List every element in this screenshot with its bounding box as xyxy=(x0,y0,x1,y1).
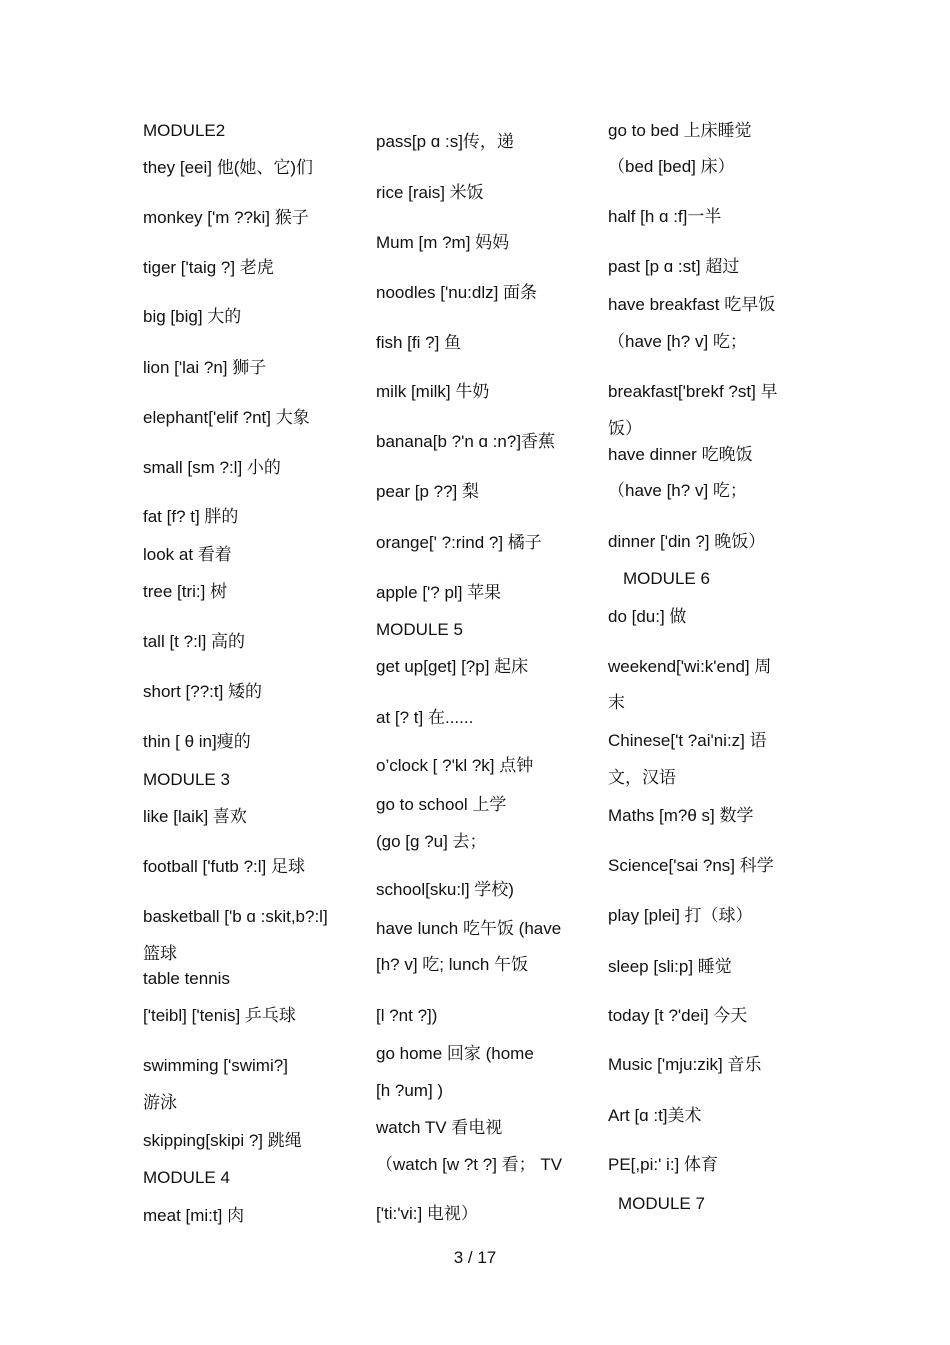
vocab-entry: Art [ɑ :t]美术 xyxy=(608,1106,702,1125)
vocab-entry: （bed [bed] 床） xyxy=(608,157,735,176)
vocab-entry: have lunch 吃午饭 (have xyxy=(376,919,562,938)
vocab-entry: [h ?um] ) xyxy=(376,1081,444,1100)
vocab-entry: school[sku:l] 学校) xyxy=(376,880,514,899)
vocab-entry: elephant['elif ?nt] 大象 xyxy=(143,408,310,427)
vocab-entry: swimming ['swimi?] xyxy=(143,1056,288,1075)
vocab-entry: short [??:t] 矮的 xyxy=(143,682,263,701)
vocab-entry: pass[p ɑ :s]传，递 xyxy=(376,132,514,151)
vocab-entry: have dinner 吃晚饭 xyxy=(608,445,753,464)
vocab-entry: go home 回家 (home xyxy=(376,1044,534,1063)
vocab-entry: skipping[skipi ?] 跳绳 xyxy=(143,1131,302,1150)
vocab-entry: Mum [m ?m] 妈妈 xyxy=(376,233,510,252)
module-heading: MODULE 3 xyxy=(143,770,230,789)
vocab-entry: banana[b ?'n ɑ :n?]香蕉 xyxy=(376,432,556,451)
vocab-entry: monkey ['m ??ki] 猴子 xyxy=(143,208,309,227)
vocab-entry: get up[get] [?p] 起床 xyxy=(376,657,529,676)
module-heading: MODULE 4 xyxy=(143,1168,230,1187)
vocab-entry: 篮球 xyxy=(143,944,177,963)
module-heading: MODULE 5 xyxy=(376,620,463,639)
vocab-entry: look at 看着 xyxy=(143,545,232,564)
vocab-entry: meat [mi:t] 肉 xyxy=(143,1206,245,1225)
vocab-entry: 饭） xyxy=(608,419,642,438)
vocab-entry: PE[,pi:' i:] 体育 xyxy=(608,1155,718,1174)
vocab-entry: basketball ['b ɑ :skit,b?:l] xyxy=(143,907,328,926)
module-heading: MODULE 7 xyxy=(618,1194,705,1213)
vocab-entry: milk [milk] 牛奶 xyxy=(376,382,490,401)
vocab-entry: table tennis xyxy=(143,969,230,988)
vocab-entry: （watch [w ?t ?] 看； TV xyxy=(376,1155,563,1174)
vocab-entry: 文，汉语 xyxy=(608,768,676,787)
vocab-entry: tall [t ?:l] 高的 xyxy=(143,632,246,651)
vocab-entry: past [p ɑ :st] 超过 xyxy=(608,257,740,276)
page-number: 3 / 17 xyxy=(453,1248,497,1267)
vocab-entry: breakfast['brekf ?st] 早 xyxy=(608,382,778,401)
vocab-entry: 游泳 xyxy=(143,1093,177,1112)
vocab-entry: apple ['? pl] 苹果 xyxy=(376,583,502,602)
vocab-entry: go to bed 上床睡觉 xyxy=(608,121,752,140)
vocab-entry: （have [h? v] 吃； xyxy=(608,481,747,500)
module-heading: MODULE2 xyxy=(143,121,226,140)
vocab-entry: ['ti:'vi:] 电视） xyxy=(376,1204,478,1223)
vocab-entry: lion ['lai ?n] 狮子 xyxy=(143,358,267,377)
vocab-entry: thin [ θ in]瘦的 xyxy=(143,732,251,751)
vocab-entry: big [big] 大的 xyxy=(143,307,242,326)
vocab-entry: 末 xyxy=(608,693,625,712)
vocab-entry: play [plei] 打（球） xyxy=(608,906,753,925)
vocab-entry: half [h ɑ :f]一半 xyxy=(608,207,722,226)
vocab-entry: o’clock [ ?'kl ?k] 点钟 xyxy=(376,756,534,775)
vocab-entry: have breakfast 吃早饭 xyxy=(608,295,776,314)
vocab-entry: football ['futb ?:l] 足球 xyxy=(143,857,305,876)
vocab-entry: sleep [sli:p] 睡觉 xyxy=(608,957,732,976)
vocab-entry: weekend['wi:k'end] 周 xyxy=(608,657,772,676)
vocab-entry: Chinese['t ?ai'ni:z] 语 xyxy=(608,731,767,750)
vocab-entry: Music ['mju:zik] 音乐 xyxy=(608,1055,762,1074)
vocab-entry: fat [f? t] 胖的 xyxy=(143,507,239,526)
module-heading: MODULE 6 xyxy=(623,569,710,588)
vocab-entry: pear [p ??] 梨 xyxy=(376,482,480,501)
vocab-entry: like [laik] 喜欢 xyxy=(143,807,247,826)
vocab-entry: tree [tri:] 树 xyxy=(143,582,228,601)
vocab-entry: ['teibl] ['tenis] 乒乓球 xyxy=(143,1006,296,1025)
vocab-entry: watch TV 看电视 xyxy=(376,1118,503,1137)
vocab-entry: [h? v] 吃; lunch 午饭 xyxy=(376,955,529,974)
vocab-entry: Science['sai ?ns] 科学 xyxy=(608,856,774,875)
vocab-entry: Maths [m?θ s] 数学 xyxy=(608,806,754,825)
vocab-entry: rice [rais] 米饭 xyxy=(376,183,484,202)
vocab-entry: fish [fi ?] 鱼 xyxy=(376,333,462,352)
vocab-entry: today [t ?'dei] 今天 xyxy=(608,1006,748,1025)
vocab-entry: they [eei] 他(她、它)们 xyxy=(143,158,314,177)
vocab-entry: at [? t] 在...... xyxy=(376,708,474,727)
vocab-entry: （have [h? v] 吃； xyxy=(608,332,747,351)
vocab-entry: orange[' ?:rind ?] 橘子 xyxy=(376,533,542,552)
vocab-entry: do [du:] 做 xyxy=(608,607,687,626)
vocab-entry: noodles ['nu:dlz] 面条 xyxy=(376,283,538,302)
vocab-entry: [l ?nt ?]) xyxy=(376,1006,438,1025)
vocab-entry: tiger ['taig ?] 老虎 xyxy=(143,258,274,277)
vocab-entry: go to school 上学 xyxy=(376,795,507,814)
vocab-entry: small [sm ?:l] 小的 xyxy=(143,458,281,477)
vocab-entry: (go [g ?u] 去； xyxy=(376,832,487,851)
vocab-entry: dinner ['din ?] 晚饭） xyxy=(608,532,766,551)
